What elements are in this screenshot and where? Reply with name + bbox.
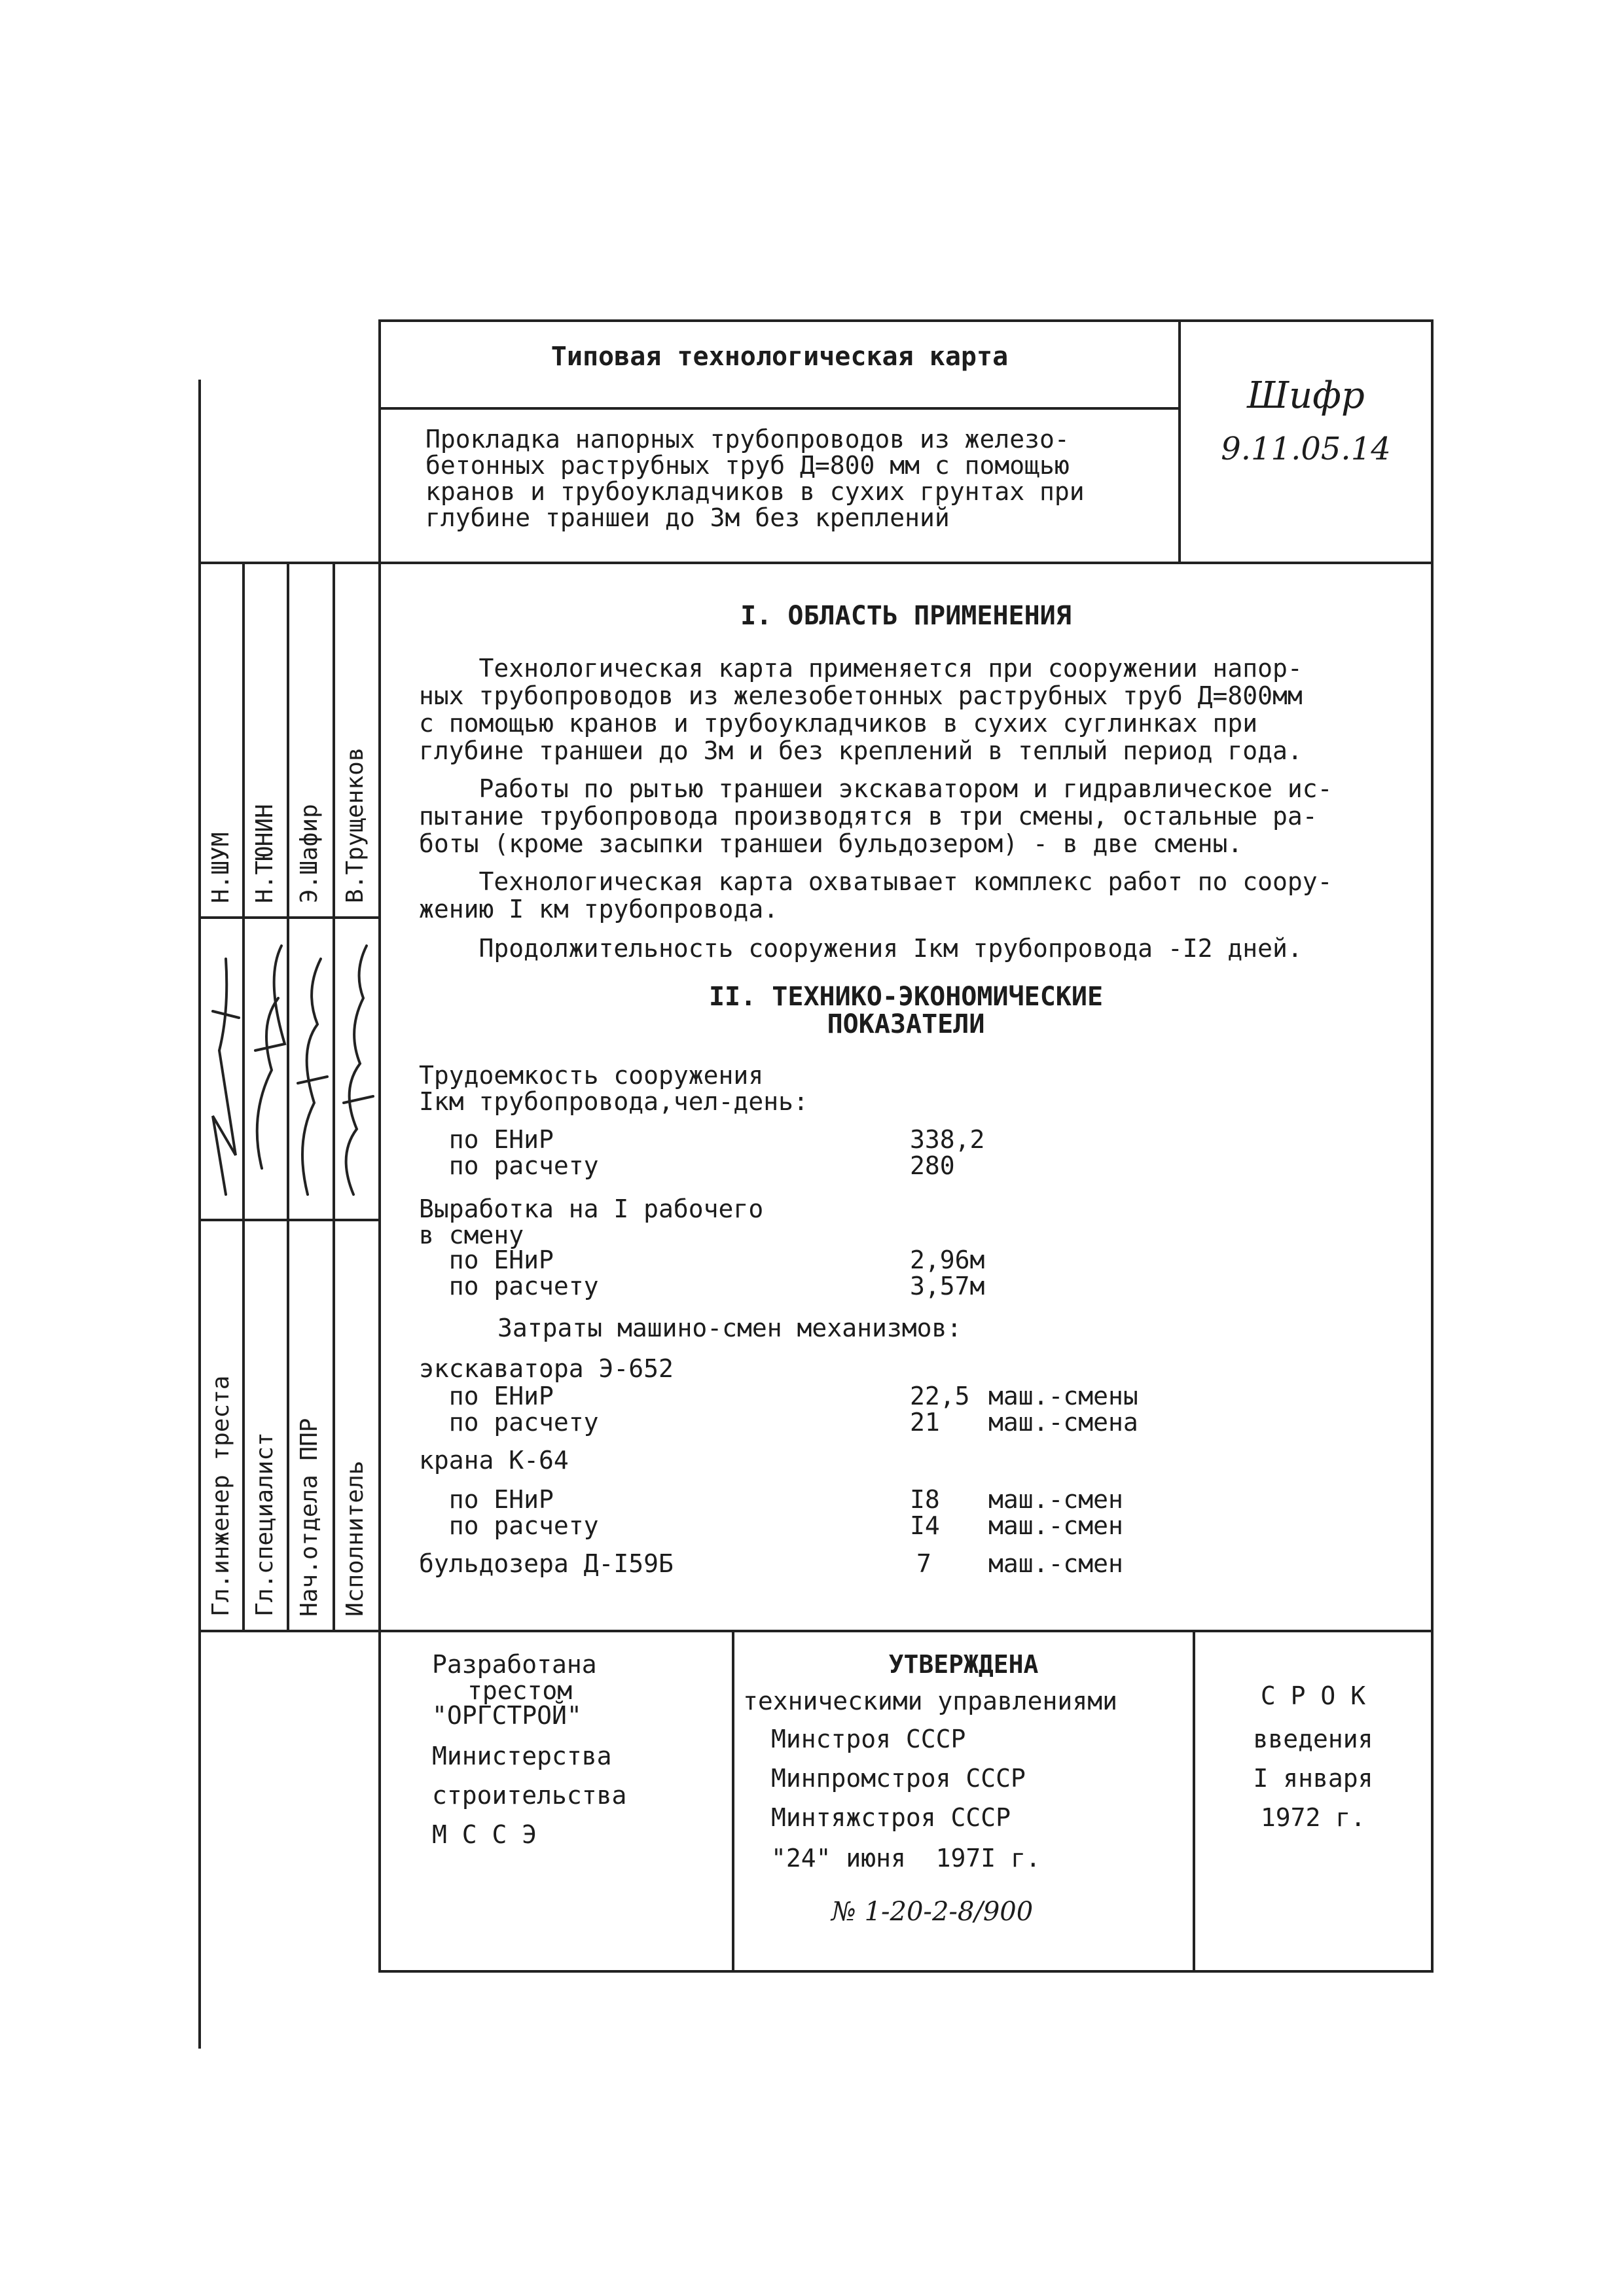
labor-heading: Iкм трубопровода,чел-день: [419, 1087, 808, 1116]
description-line: Прокладка напорных трубопроводов из железо- [425, 425, 1070, 454]
indicator-unit: маш.-смен [988, 1549, 1123, 1578]
section1-line: Работы по рытью траншеи экскаватором и гидравлическое ис- [419, 774, 1333, 803]
description-line: глубине траншеи до 3м без креплений [425, 503, 950, 532]
sidebar-role: Нач.отдела ППР [296, 1418, 323, 1617]
indicator-label: по расчету [419, 1272, 599, 1300]
machine-name: экскаватора Э-652 [419, 1354, 674, 1383]
section1-line: Продолжительность сооружения Iкм трубопровода -I2 дней. [419, 934, 1303, 963]
indicator-value: 3,57м [910, 1272, 985, 1300]
sidebar-role: Гл.специалист [251, 1432, 278, 1617]
section1-line: жению I км трубопровода. [419, 895, 779, 924]
card-type-title: Типовая технологическая карта [550, 342, 1009, 372]
indicator-unit: маш.-смены [988, 1382, 1138, 1410]
indicator-label: по ЕНиР [419, 1382, 554, 1410]
section2-title: II. ТЕХНИКО-ЭКОНОМИЧЕСКИЕ [708, 982, 1104, 1012]
sidebar-name: Н.ШУМ [208, 832, 234, 903]
section1-line: ных трубопроводов из железобетонных раструбных труб Д=800мм [419, 681, 1303, 710]
signatures [200, 920, 380, 1217]
approved-line: Минтяжстроя СССР [771, 1803, 1011, 1832]
developed-line: Разработана [432, 1650, 597, 1679]
approved-line: Минпромстроя СССР [771, 1764, 1026, 1793]
machine-name: бульдозера Д-I59Б [419, 1549, 674, 1578]
section1-line: с помощью кранов и трубоукладчиков в сухих суглинках при [419, 709, 1258, 738]
description-line: кранов и трубоукладчиков в сухих грунтах при [425, 477, 1085, 506]
approved-line: Минстроя СССР [771, 1725, 966, 1753]
indicator-label: по расчету [419, 1408, 599, 1437]
indicator-value: I8 [910, 1485, 940, 1514]
sidebar-name: В.Трущенков [342, 747, 369, 903]
term-line: 1972 г. [1260, 1803, 1366, 1832]
sidebar-name: Э.Шафир [296, 804, 323, 903]
indicator-label: по ЕНиР [419, 1246, 554, 1274]
description-line: бетонных раструбных труб Д=800 мм с помощью [425, 451, 1070, 480]
indicator-value: 338,2 [910, 1125, 985, 1154]
approved-line: техническими управлениями [743, 1687, 1117, 1715]
indicator-value: 280 [910, 1151, 955, 1180]
section1-title: I. ОБЛАСТЬ ПРИМЕНЕНИЯ [740, 601, 1072, 631]
approved-title: УТВЕРЖДЕНА [888, 1650, 1039, 1679]
term-line: С Р О К [1260, 1681, 1366, 1710]
indicator-label: по ЕНиР [419, 1485, 554, 1514]
code-value: 9.11.05.14 [1221, 431, 1391, 467]
indicator-unit: маш.-смена [988, 1408, 1138, 1437]
indicator-unit: маш.-смен [988, 1511, 1123, 1540]
developed-line: "ОРГСТРОЙ" [432, 1701, 582, 1730]
output-heading: в смену [419, 1221, 524, 1249]
indicator-label: по ЕНиР [419, 1125, 554, 1154]
term-line: введения [1253, 1725, 1373, 1753]
machine-name: крана К-64 [419, 1446, 569, 1475]
developed-line: строительства [432, 1781, 627, 1810]
code-label: Шифр [1247, 374, 1365, 417]
indicator-label: по расчету [419, 1511, 599, 1540]
section1-line: Технологическая карта охватывает комплекс работ по соору- [419, 867, 1333, 896]
labor-heading: Трудоемкость сооружения [419, 1061, 764, 1090]
machine-heading: Затраты машино-смен механизмов: [497, 1314, 962, 1342]
indicator-value: I4 [910, 1511, 940, 1540]
section1-line: боты (кроме засыпки траншеи бульдозером) - в две смены. [419, 829, 1243, 858]
indicator-unit: маш.-смен [988, 1485, 1123, 1514]
sidebar-name: Н.ТЮНИН [251, 804, 278, 903]
section2-subtitle: ПОКАЗАТЕЛИ [827, 1009, 985, 1039]
sidebar-role: Исполнитель [342, 1460, 369, 1617]
indicator-value: 2,96м [910, 1246, 985, 1274]
indicator-value: 22,5 [910, 1382, 970, 1410]
term-line: I января [1253, 1764, 1373, 1793]
indicator-value: 7 [916, 1549, 931, 1578]
developed-line: Министерства [432, 1742, 612, 1770]
developed-line: трестом [467, 1676, 573, 1705]
developed-line: М С С Э [432, 1820, 537, 1849]
indicator-label: по расчету [419, 1151, 599, 1180]
section1-line: глубине траншеи до 3м и без креплений в теплый период года. [419, 736, 1303, 765]
sidebar-role: Гл.инженер треста [208, 1375, 234, 1617]
document-number: № 1-20-2-8/900 [831, 1897, 1034, 1927]
indicator-value: 21 [910, 1408, 940, 1437]
section1-line: пытание трубопровода производятся в три смены, остальные ра- [419, 802, 1318, 831]
output-heading: Выработка на I рабочего [419, 1194, 764, 1223]
approval-date: "24" июня 197I г. [771, 1844, 1041, 1873]
section1-line: Технологическая карта применяется при сооружении напор- [419, 654, 1303, 683]
